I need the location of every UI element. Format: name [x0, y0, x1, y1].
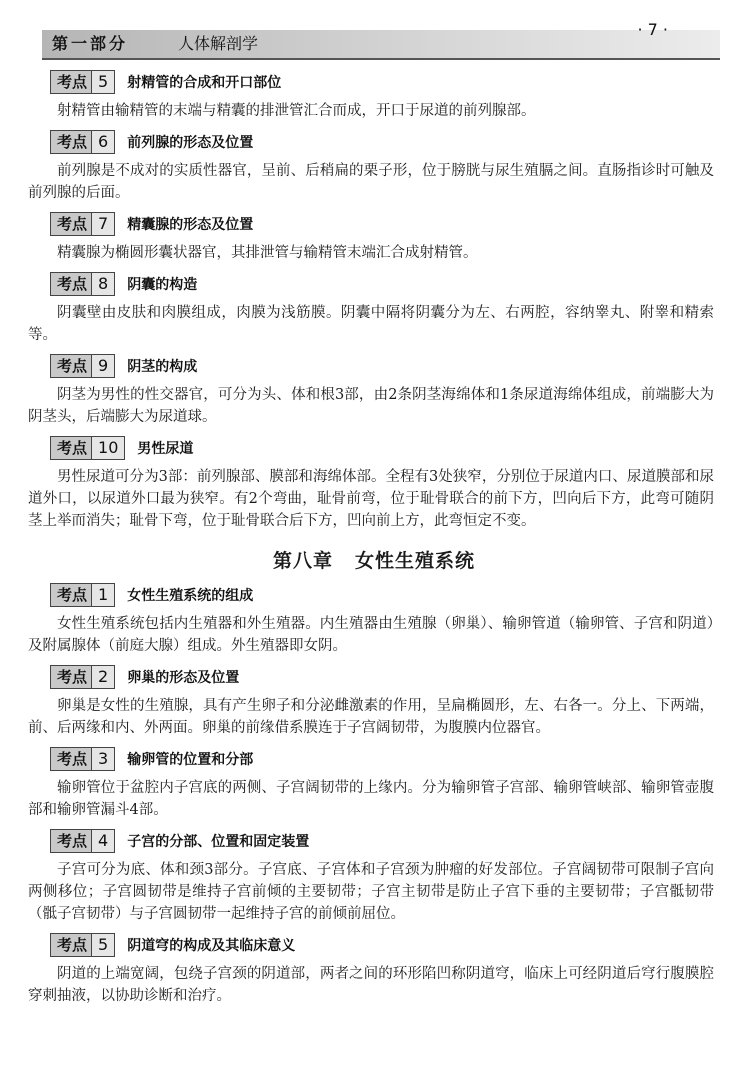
exam-point-title: 子宫的分部、位置和固定装置 — [127, 834, 310, 850]
exam-point-word: 考点 — [57, 439, 88, 457]
exam-point-badge — [50, 130, 115, 154]
exam-point-title: 精囊腺的形态及位置 — [127, 217, 254, 233]
exam-point-block — [28, 663, 720, 739]
subject-label: 人体解剖学 — [178, 34, 259, 53]
exam-point-title: 阴道穹的构成及其临床意义 — [127, 938, 296, 954]
exam-point-text: 女性生殖系统包括内生殖器和外生殖器。内生殖器由生殖腺（卵巢）、输卵管道（输卵管、子宫和阴道）及附属腺体（前庭大腺）组成。外生殖器即女阴。 — [28, 616, 714, 654]
exam-point-heading — [50, 827, 720, 855]
page-content — [28, 68, 720, 1007]
exam-point-title: 阴囊的构造 — [127, 277, 198, 293]
exam-point-badge — [50, 212, 115, 236]
exam-point-block — [28, 352, 720, 428]
chapter-title: 女性生殖系统 — [355, 550, 476, 572]
exam-point-heading — [50, 931, 720, 959]
exam-point-badge — [50, 354, 115, 378]
exam-point-badge — [50, 933, 115, 957]
exam-point-heading — [50, 745, 720, 773]
exam-point-text: 阴囊壁由皮肤和肉膜组成，肉膜为浅筋膜。阴囊中隔将阴囊分为左、右两腔，容纳睾丸、附睾和精索等。 — [28, 305, 714, 343]
header-bar — [42, 30, 720, 60]
part-label: 第一部分 — [52, 34, 129, 53]
exam-point-heading — [50, 270, 720, 298]
exam-point-badge — [50, 583, 115, 607]
exam-point-word: 考点 — [57, 936, 88, 954]
exam-point-heading — [50, 581, 720, 609]
exam-point-word: 考点 — [57, 275, 88, 293]
exam-point-word: 考点 — [57, 133, 88, 151]
exam-point-block — [28, 270, 720, 346]
exam-point-heading — [50, 434, 720, 462]
exam-point-word: 考点 — [57, 357, 88, 375]
exam-point-text: 精囊腺为椭圆形囊状器官，其排泄管与输精管末端汇合成射精管。 — [57, 245, 478, 261]
exam-point-block — [28, 68, 720, 122]
exam-point-title: 射精管的合成和开口部位 — [127, 75, 282, 91]
exam-point-block — [28, 827, 720, 925]
exam-point-block — [28, 210, 720, 264]
exam-point-badge — [50, 70, 115, 94]
running-header — [28, 0, 720, 62]
exam-point-number: 5 — [91, 934, 114, 956]
exam-point-number: 2 — [91, 666, 114, 688]
exam-point-heading — [50, 68, 720, 96]
chapter-heading — [28, 546, 720, 573]
page-number: · 7 · — [637, 20, 668, 39]
exam-point-text: 前列腺是不成对的实质性器官，呈前、后稍扁的栗子形，位于膀胱与尿生殖膈之间。直肠指诊时可触及前列腺的后面。 — [28, 163, 714, 201]
exam-point-number: 4 — [91, 830, 114, 852]
exam-point-title: 前列腺的形态及位置 — [127, 135, 254, 151]
exam-point-block — [28, 931, 720, 1007]
exam-point-block — [28, 434, 720, 532]
exam-point-title: 输卵管的位置和分部 — [127, 752, 254, 768]
exam-point-block — [28, 745, 720, 821]
exam-point-number: 10 — [91, 437, 124, 459]
exam-point-badge — [50, 747, 115, 771]
exam-point-number: 3 — [91, 748, 114, 770]
exam-point-text: 阴茎为男性的性交器官，可分为头、体和根3部，由2条阴茎海绵体和1条尿道海绵体组成，前端膨大为阴茎头，后端膨大为尿道球。 — [28, 387, 714, 425]
chapter-number: 第八章 — [272, 550, 333, 572]
exam-point-heading — [50, 352, 720, 380]
exam-point-word: 考点 — [57, 750, 88, 768]
exam-point-title: 卵巢的形态及位置 — [127, 670, 240, 686]
exam-point-number: 6 — [91, 131, 114, 153]
exam-point-badge — [50, 272, 115, 296]
exam-point-title: 女性生殖系统的组成 — [127, 588, 254, 604]
exam-point-word: 考点 — [57, 586, 88, 604]
exam-point-text: 子宫可分为底、体和颈3部分。子宫底、子宫体和子宫颈为肿瘤的好发部位。子宫阔韧带可限制子宫向两侧移位；子宫圆韧带是维持子宫前倾的主要韧带；子宫主韧带是防止子宫下垂的主要韧带；子宫骶韧带（骶子宫韧带）与子宫圆韧带一起维持子宫的前倾前屈位。 — [28, 862, 714, 922]
exam-point-badge — [50, 665, 115, 689]
exam-point-block — [28, 128, 720, 204]
exam-point-word: 考点 — [57, 73, 88, 91]
exam-point-number: 5 — [91, 71, 114, 93]
exam-point-heading — [50, 663, 720, 691]
exam-point-word: 考点 — [57, 832, 88, 850]
exam-point-heading — [50, 210, 720, 238]
exam-point-number: 9 — [91, 355, 114, 377]
exam-point-text: 卵巢是女性的生殖腺，具有产生卵子和分泌雌激素的作用，呈扁椭圆形，左、右各一。分上、下两端，前、后两缘和内、外两面。卵巢的前缘借系膜连于子宫阔韧带，为腹膜内位器官。 — [28, 698, 714, 736]
exam-point-number: 8 — [91, 273, 114, 295]
exam-point-text: 射精管由输精管的末端与精囊的排泄管汇合而成，开口于尿道的前列腺部。 — [57, 103, 536, 119]
exam-point-heading — [50, 128, 720, 156]
exam-point-text: 输卵管位于盆腔内子宫底的两侧、子宫阔韧带的上缘内。分为输卵管子宫部、输卵管峡部、输卵管壶腹部和输卵管漏斗4部。 — [28, 780, 714, 818]
exam-point-number: 7 — [91, 213, 114, 235]
exam-point-text: 男性尿道可分为3部：前列腺部、膜部和海绵体部。全程有3处狭窄，分别位于尿道内口、尿道膜部和尿道外口，以尿道外口最为狭窄。有2个弯曲，耻骨前弯，位于耻骨联合的前下方，凹向后下方，此弯可随阴茎上举而消失；耻骨下弯，位于耻骨联合后下方，凹向前上方，此弯恒定不变。 — [28, 469, 714, 529]
exam-point-text: 阴道的上端宽阔，包绕子宫颈的阴道部，两者之间的环形陷凹称阴道穹，临床上可经阴道后穹行腹膜腔穿刺抽液，以协助诊断和治疗。 — [28, 966, 714, 1004]
exam-point-badge — [50, 829, 115, 853]
exam-point-block — [28, 581, 720, 657]
exam-point-title: 阴茎的构成 — [127, 359, 198, 375]
exam-point-badge — [50, 436, 125, 460]
exam-point-number: 1 — [91, 584, 114, 606]
exam-point-title: 男性尿道 — [137, 441, 194, 457]
exam-point-word: 考点 — [57, 215, 88, 233]
exam-point-word: 考点 — [57, 668, 88, 686]
